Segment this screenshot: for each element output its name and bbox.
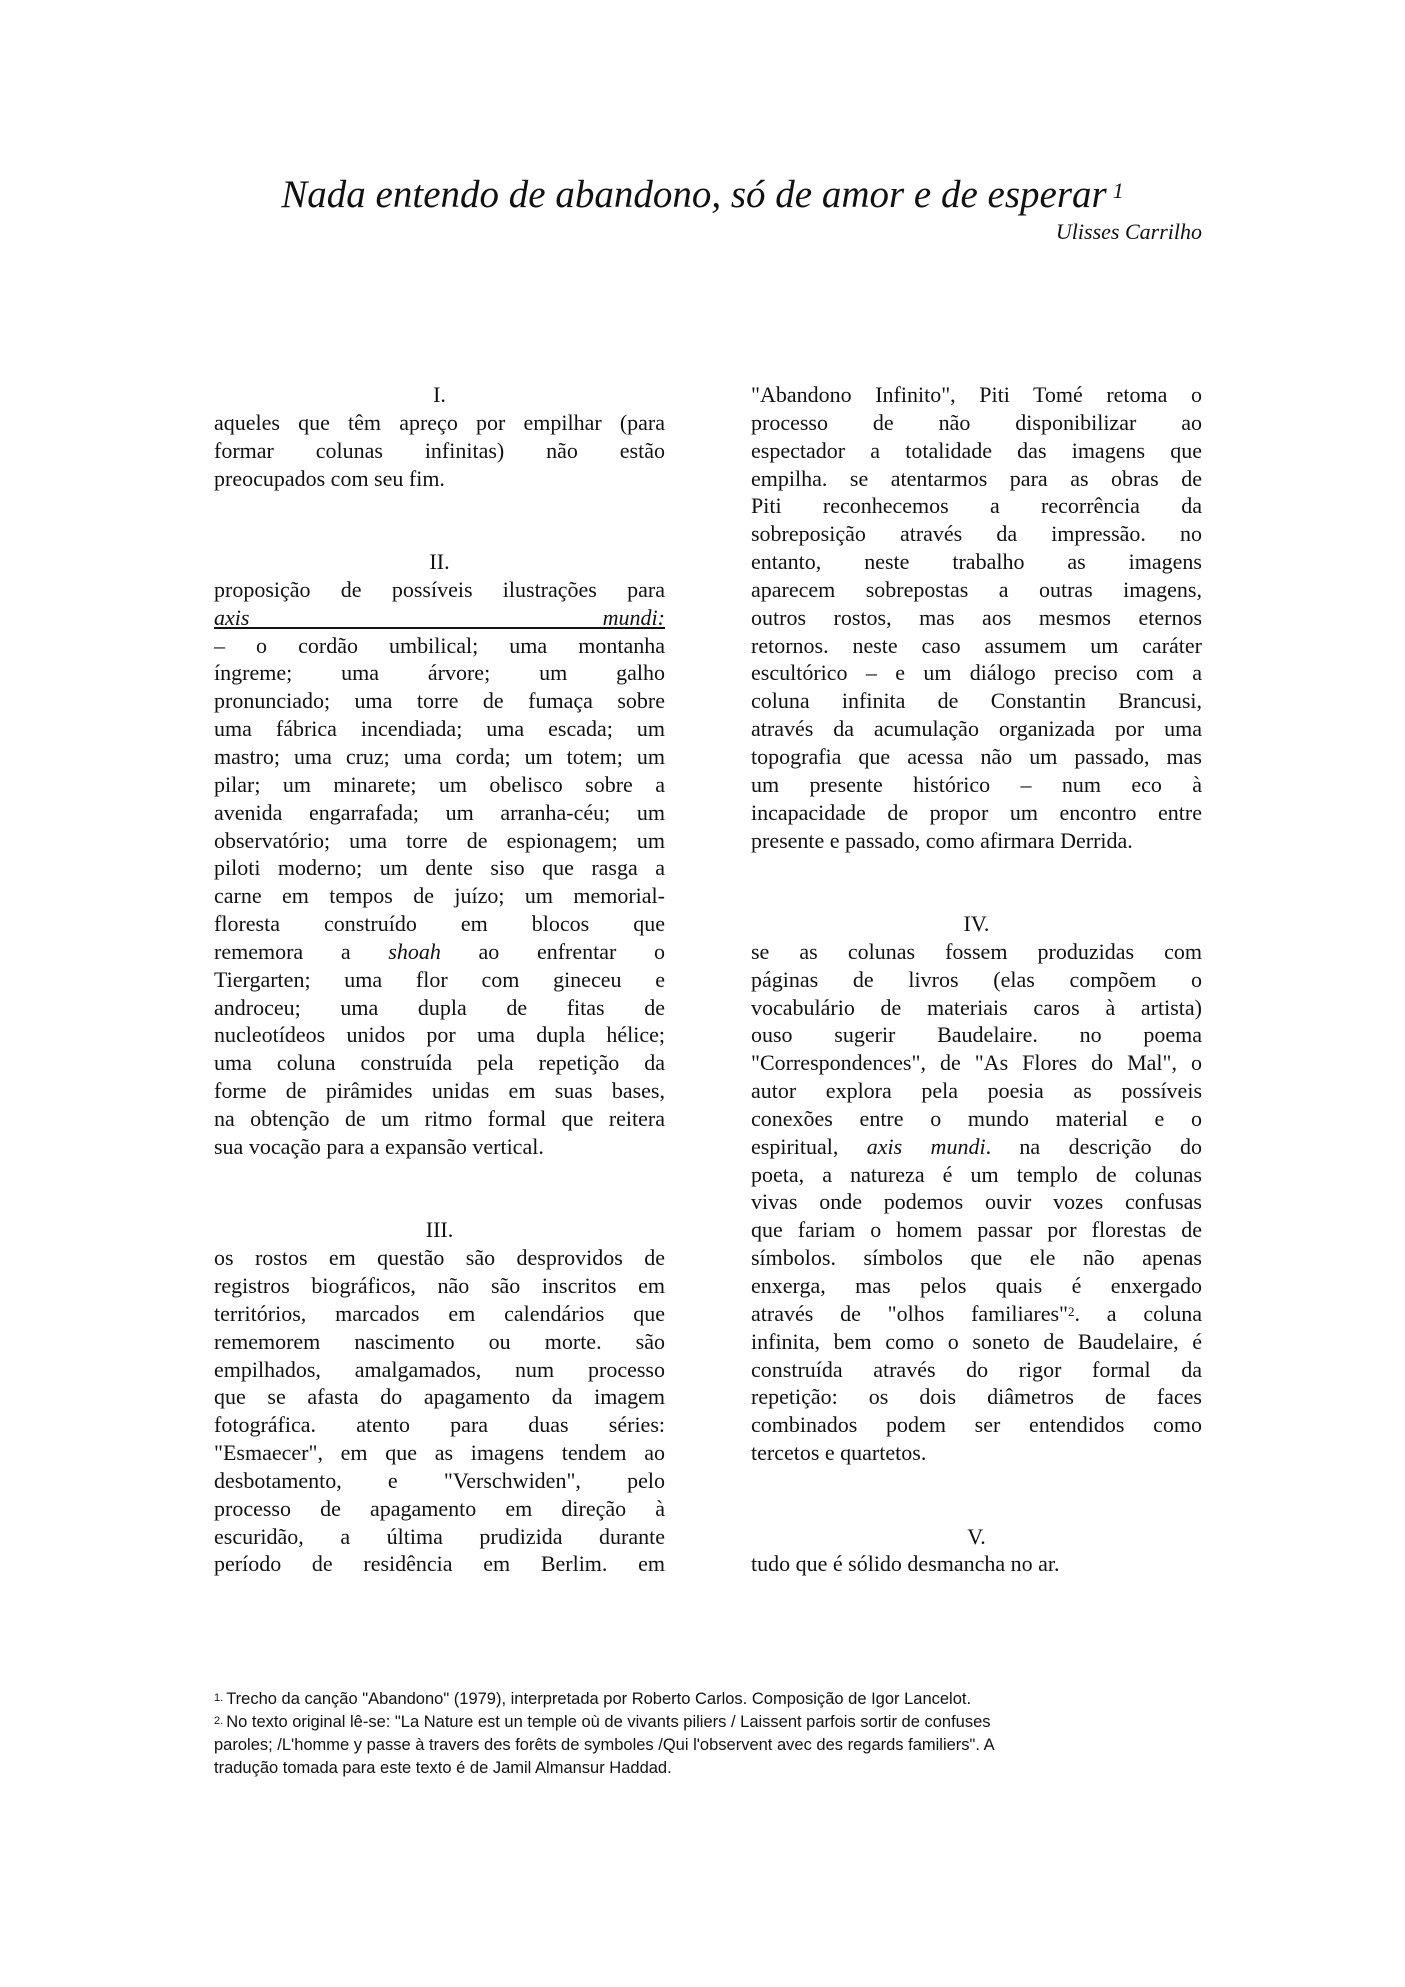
text-line: vocabulário de materiais caros à artista)	[751, 994, 1202, 1020]
text-line: topografia que acessa não um passado, mas	[751, 743, 1202, 769]
text-line: escultórico – e um diálogo preciso com a	[751, 660, 1202, 686]
text-line: enxerga, mas pelos quais é enxergado	[751, 1273, 1202, 1298]
text-line: incapacidade de propor um encontro entre	[751, 799, 1202, 825]
section-heading: III.	[425, 1217, 454, 1243]
text-line: nucleotídeos unidos por uma dupla hélice;	[214, 1022, 665, 1048]
text-segment: rememora a	[214, 938, 389, 964]
text-line: registros biográficos, não são inscritos em	[214, 1273, 665, 1298]
text-line: presente e passado, como afirmara Derrida.	[751, 827, 1133, 853]
footnote-text: tradução tomada para este texto é de Jamil Almansur Haddad.	[214, 1759, 672, 1777]
paragraph	[214, 1244, 665, 1578]
document-title	[0, 172, 1405, 218]
text-line: construída através do rigor formal da	[751, 1356, 1202, 1382]
text-segment: espiritual,	[751, 1133, 867, 1159]
footnote	[214, 1711, 1204, 1780]
text-line: territórios, marcados em calendários que	[214, 1300, 665, 1326]
title-footnote-ref: 1	[1112, 178, 1124, 203]
text-line: androceu; uma dupla de fitas de	[214, 994, 665, 1020]
text-line: ouso sugerir Baudelaire. no poema	[751, 1022, 1202, 1048]
spacer	[751, 854, 1202, 882]
text-line: empilhados, amalgamados, num processo	[214, 1356, 665, 1382]
spacer	[214, 492, 665, 520]
text-line: tudo que é sólido desmancha no ar.	[751, 1551, 1060, 1577]
text-line: processo de não disponibilizar ao	[751, 409, 1202, 435]
text-line: que fariam o homem passar por florestas de	[751, 1217, 1202, 1243]
text-line: piloti moderno; um dente siso que rasga a	[214, 855, 665, 881]
text-line: símbolos. símbolos que ele não apenas	[751, 1245, 1202, 1271]
text-line: carne em tempos de juízo; um memorial-	[214, 883, 665, 909]
text-line: aqueles que têm apreço por empilhar (para	[214, 409, 665, 435]
paragraph	[751, 938, 1202, 1467]
text-line: sobreposição através da impressão. no	[751, 521, 1202, 547]
left-column	[214, 381, 665, 1578]
footnote-text: Trecho da canção "Abandono" (1979), interpretada por Roberto Carlos. Composição de Igor Lancelot.	[226, 1690, 972, 1708]
footnote-line	[214, 1688, 1204, 1711]
text-line: através da acumulação organizada por uma	[751, 716, 1202, 742]
text-line: empilha. se atentarmos para as obras de	[751, 465, 1202, 491]
footnote-number: 1.	[214, 1692, 224, 1704]
text-line: conexões entre o mundo material e o	[751, 1105, 1202, 1131]
text-line: combinados podem ser entendidos como	[751, 1412, 1202, 1438]
text-line: tercetos e quartetos.	[751, 1440, 927, 1466]
footnote-line	[214, 1757, 1204, 1780]
section-heading: V.	[967, 1523, 986, 1549]
text-line: desbotamento, e "Verschwiden", pelo	[214, 1467, 665, 1493]
text-segment: axis mundi	[866, 1133, 986, 1159]
spacer	[214, 520, 665, 548]
title-text: Nada entendo de abandono, só de amor e de esperar	[281, 173, 1107, 216]
text-line: uma fábrica incendiada; uma escada; um	[214, 716, 665, 742]
paragraph	[751, 1550, 1202, 1578]
text-line: infinita, bem como o soneto de Baudelaire, é	[751, 1328, 1202, 1354]
text-line: Piti reconhecemos a recorrência da	[751, 493, 1202, 519]
spacer	[751, 1495, 1202, 1523]
text-line: um presente histórico – num eco à	[751, 771, 1202, 797]
text-segment: axis mundi:	[214, 604, 665, 630]
text-segment: . a coluna	[1074, 1300, 1202, 1326]
spacer	[214, 1161, 665, 1189]
footnote	[214, 1688, 1204, 1711]
text-line: mastro; uma cruz; uma corda; um totem; um	[214, 743, 665, 769]
text-line: pilar; um minarete; um obelisco sobre a	[214, 771, 665, 797]
text-segment: ao enfrentar o	[440, 938, 665, 964]
text-line: formar colunas infinitas) não estão	[214, 437, 665, 463]
text-line	[751, 1300, 1202, 1328]
text-line: processo de apagamento em direção à	[214, 1495, 665, 1521]
paragraph	[751, 381, 1202, 854]
text-segment: . na descrição do	[985, 1133, 1202, 1159]
text-line: preocupados com seu fim.	[214, 465, 445, 491]
paragraph	[214, 576, 665, 1161]
text-line: retornos. neste caso assumem um caráter	[751, 632, 1202, 658]
footnote-text: No texto original lê-se: "La Nature est un temple où de vivants piliers / Laissent parfois sortir de confuses	[226, 1713, 991, 1731]
section-heading: IV.	[963, 911, 990, 937]
text-line: vivas onde podemos ouvir vozes confusas	[751, 1189, 1202, 1215]
text-line: rememorem nascimento ou morte. são	[214, 1328, 665, 1354]
text-segment: através de "olhos familiares"	[751, 1300, 1069, 1326]
text-line: aparecem sobrepostas a outras imagens,	[751, 576, 1202, 602]
text-line: forme de pirâmides unidas em suas bases,	[214, 1078, 665, 1104]
text-line: proposição de possíveis ilustrações para	[214, 576, 665, 602]
text-line: pronunciado; uma torre de fumaça sobre	[214, 688, 665, 714]
text-line: íngreme; uma árvore; um galho	[214, 660, 665, 686]
text-line: páginas de livros (elas compõem o	[751, 966, 1202, 992]
text-line: observatório; uma torre de espionagem; um	[214, 827, 665, 853]
text-line: se as colunas fossem produzidas com	[751, 938, 1202, 964]
text-line: autor explora pela poesia as possíveis	[751, 1078, 1202, 1104]
right-column	[751, 381, 1202, 1578]
text-line: escuridão, a última prudizida durante	[214, 1523, 665, 1549]
author-name: Ulisses Carrilho	[1055, 219, 1202, 244]
text-line: uma coluna construída pela repetição da	[214, 1050, 665, 1076]
text-line: "Abandono Infinito", Piti Tomé retoma o	[751, 382, 1202, 407]
text-line: coluna infinita de Constantin Brancusi,	[751, 688, 1202, 714]
text-line: na obtenção de um ritmo formal que reitera	[214, 1105, 665, 1131]
spacer	[214, 1188, 665, 1216]
text-line: fotográfica. atento para duas séries:	[214, 1412, 665, 1438]
footnotes	[214, 1688, 1204, 1780]
footnote-line	[214, 1734, 1204, 1757]
text-line: outros rostos, mas aos mesmos eternos	[751, 604, 1202, 630]
text-line	[751, 1133, 1202, 1161]
text-line: Tiergarten; uma flor com gineceu e	[214, 966, 665, 992]
text-line: que se afasta do apagamento da imagem	[214, 1384, 665, 1410]
text-line	[214, 604, 665, 632]
text-line: entanto, neste trabalho as imagens	[751, 549, 1202, 575]
text-line: período de residência em Berlim. em	[214, 1551, 665, 1577]
text-line: espectador a totalidade das imagens que	[751, 437, 1202, 463]
footnote-number: 2.	[214, 1715, 224, 1727]
footnote-ref: 2	[1068, 1303, 1075, 1319]
text-line: "Correspondences", de "As Flores do Mal", o	[751, 1050, 1202, 1076]
text-line: os rostos em questão são desprovidos de	[214, 1245, 665, 1271]
spacer	[751, 882, 1202, 910]
footnote-line	[214, 1711, 1204, 1734]
text-line: floresta construído em blocos que	[214, 911, 665, 937]
text-line: "Esmaecer", em que as imagens tendem ao	[214, 1440, 665, 1466]
text-line: avenida engarrafada; um arranha-céu; um	[214, 799, 665, 825]
text-line: repetição: os dois diâmetros de faces	[751, 1384, 1202, 1410]
paragraph	[214, 409, 665, 493]
text-segment: shoah	[388, 938, 441, 964]
text-line	[214, 938, 665, 966]
spacer	[751, 1467, 1202, 1495]
footnote-text: paroles; /L'homme y passe à travers des forêts de symboles /Qui l'observent avec des regards familiers". A	[214, 1736, 995, 1754]
section-heading: II.	[429, 549, 450, 575]
text-line: – o cordão umbilical; uma montanha	[214, 632, 665, 658]
text-line: poeta, a natureza é um templo de colunas	[751, 1161, 1202, 1187]
text-line: sua vocação para a expansão vertical.	[214, 1133, 544, 1159]
section-heading: I.	[433, 382, 446, 407]
